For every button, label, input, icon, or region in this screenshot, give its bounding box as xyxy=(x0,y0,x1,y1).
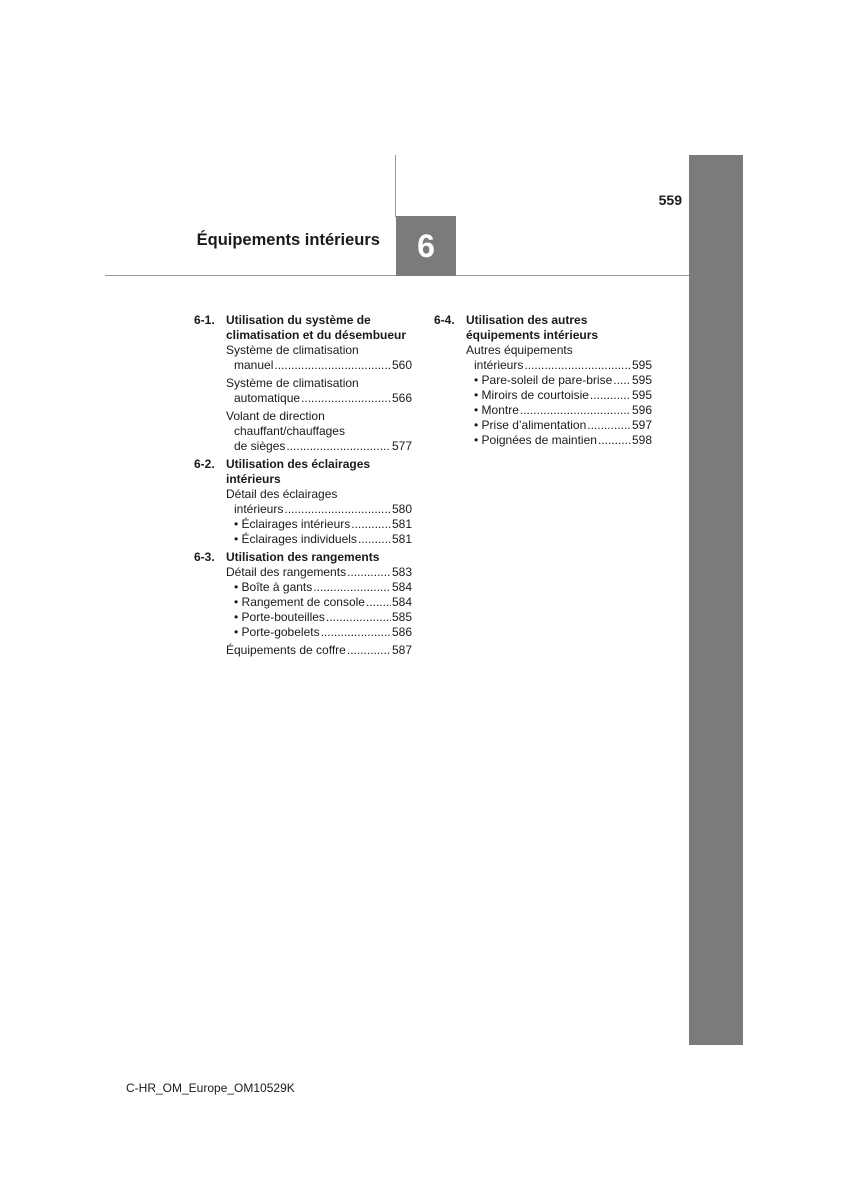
toc-entries xyxy=(434,343,652,448)
toc-leader-line xyxy=(226,565,412,580)
toc-page-reference: 598 xyxy=(631,433,652,447)
toc-leader-line xyxy=(466,403,652,418)
dot-leader xyxy=(313,580,391,595)
toc-entry-label: intérieurs xyxy=(234,502,284,516)
toc-section-number: 6-2. xyxy=(194,457,215,471)
toc-entry[interactable] xyxy=(226,376,412,406)
dot-leader xyxy=(358,532,391,547)
toc-subentry[interactable] xyxy=(466,433,652,448)
dot-leader xyxy=(347,643,391,658)
toc-entry-label: • Poignées de maintien xyxy=(474,433,597,447)
toc-leader-line xyxy=(226,502,412,517)
toc-leader-line xyxy=(226,625,412,640)
footer-document-code: C-HR_OM_Europe_OM10529K xyxy=(126,1081,295,1095)
toc-section xyxy=(194,550,412,658)
dot-leader xyxy=(590,388,631,403)
toc-section-number: 6-3. xyxy=(194,550,215,564)
toc-entry-label: • Boîte à gants xyxy=(234,580,313,594)
dot-leader xyxy=(587,418,631,433)
toc-subentry[interactable] xyxy=(226,517,412,532)
dot-leader xyxy=(326,610,391,625)
toc-entries xyxy=(194,565,412,658)
toc-entry-label: Détail des rangements xyxy=(226,565,347,579)
toc-entry-label: • Prise d’alimentation xyxy=(474,418,587,432)
toc-entry-label: manuel xyxy=(234,358,274,372)
toc-leader-line xyxy=(466,418,652,433)
toc-entry-label: de sièges xyxy=(234,439,286,453)
toc-entry-label: • Porte-gobelets xyxy=(234,625,320,639)
toc-section-title: Utilisation des autres équipements intérieurs xyxy=(466,313,599,342)
toc-leader-line xyxy=(226,643,412,658)
toc-leader-line xyxy=(466,388,652,403)
toc-page-reference: 595 xyxy=(631,373,652,387)
dot-leader xyxy=(366,595,391,610)
dot-leader xyxy=(613,373,631,388)
toc-leader-line xyxy=(226,439,412,454)
toc-page-reference: 585 xyxy=(391,610,412,624)
page-number: 559 xyxy=(658,192,682,208)
toc-section-heading xyxy=(194,457,412,487)
dot-leader xyxy=(351,517,391,532)
toc-page-reference: 596 xyxy=(631,403,652,417)
toc-entries xyxy=(194,343,412,454)
toc-entry-label: • Montre xyxy=(474,403,519,417)
toc-entry[interactable] xyxy=(226,409,412,454)
toc-page-reference: 584 xyxy=(391,595,412,609)
toc-entry[interactable] xyxy=(226,565,412,580)
toc-entries xyxy=(194,487,412,547)
toc-subentry[interactable] xyxy=(226,532,412,547)
toc-entry[interactable] xyxy=(466,343,652,373)
toc-entry[interactable] xyxy=(226,343,412,373)
toc-section-heading xyxy=(194,550,412,565)
toc-leader-line xyxy=(466,373,652,388)
toc-entry-label: • Éclairages intérieurs xyxy=(234,517,351,531)
header-vertical-rule xyxy=(395,155,396,217)
toc-leader-line xyxy=(466,433,652,448)
toc-entry-label: intérieurs xyxy=(474,358,524,372)
dot-leader xyxy=(274,358,391,373)
toc-section-number: 6-4. xyxy=(434,313,455,327)
toc-section-heading xyxy=(194,313,412,343)
toc-entry-text: Volant de direction xyxy=(226,409,325,423)
toc-page-reference: 595 xyxy=(631,358,652,372)
toc-section-heading xyxy=(434,313,652,343)
toc-entry-text: Détail des éclairages xyxy=(226,487,338,501)
toc-page-reference: 577 xyxy=(391,439,412,453)
toc-column-left xyxy=(194,313,412,658)
toc-section xyxy=(194,313,412,454)
toc-page-reference: 597 xyxy=(631,418,652,432)
dot-leader xyxy=(284,502,391,517)
toc-entry-label: automatique xyxy=(234,391,301,405)
toc-entry[interactable] xyxy=(226,487,412,517)
toc-leader-line xyxy=(226,517,412,532)
toc-leader-line xyxy=(226,580,412,595)
dot-leader xyxy=(347,565,391,580)
toc-page-reference: 584 xyxy=(391,580,412,594)
toc-leader-line xyxy=(226,610,412,625)
toc-leader-line xyxy=(226,532,412,547)
toc-leader-line xyxy=(466,358,652,373)
toc-entry-text: Autres équipements xyxy=(466,343,573,357)
toc-entry-text: chauffant/chauffages xyxy=(234,424,345,438)
toc-page-reference: 586 xyxy=(391,625,412,639)
dot-leader xyxy=(598,433,631,448)
chapter-title: Équipements intérieurs xyxy=(196,231,380,249)
toc-subentry[interactable] xyxy=(226,610,412,625)
dot-leader xyxy=(301,391,391,406)
toc-section-number: 6-1. xyxy=(194,313,215,327)
toc-subentry[interactable] xyxy=(226,625,412,640)
dot-leader xyxy=(524,358,631,373)
toc-page-reference: 580 xyxy=(391,502,412,516)
toc-entry[interactable] xyxy=(226,643,412,658)
toc-leader-line xyxy=(226,391,412,406)
toc-entry-text: Système de climatisation xyxy=(226,343,359,357)
toc-leader-line xyxy=(226,595,412,610)
toc-column-right xyxy=(434,313,652,448)
toc-subentry[interactable] xyxy=(466,418,652,433)
toc-section xyxy=(434,313,652,448)
toc-entry-label: • Porte-bouteilles xyxy=(234,610,325,624)
dot-leader xyxy=(520,403,631,418)
dot-leader xyxy=(286,439,391,454)
toc-page-reference: 560 xyxy=(391,358,412,372)
dot-leader xyxy=(321,625,391,640)
toc-subentry[interactable] xyxy=(226,580,412,595)
toc-entry-label: • Éclairages individuels xyxy=(234,532,357,546)
toc-page-reference: 581 xyxy=(391,517,412,531)
toc-subentry[interactable] xyxy=(466,403,652,418)
toc-entry-label: Équipements de coffre xyxy=(226,643,346,657)
toc-subentry[interactable] xyxy=(466,373,652,388)
toc-entry-label: • Miroirs de courtoisie xyxy=(474,388,589,402)
chapter-number-box: 6 xyxy=(396,216,456,276)
toc-page-reference: 581 xyxy=(391,532,412,546)
toc-leader-line xyxy=(226,358,412,373)
toc-subentry[interactable] xyxy=(226,595,412,610)
toc-section-title: Utilisation des rangements xyxy=(226,550,380,564)
toc-subentry[interactable] xyxy=(466,388,652,403)
toc-page-reference: 587 xyxy=(391,643,412,657)
toc-section-title: Utilisation des éclairages intérieurs xyxy=(226,457,371,486)
toc-page-reference: 566 xyxy=(391,391,412,405)
toc-page-reference: 583 xyxy=(391,565,412,579)
toc-entry-label: • Rangement de console xyxy=(234,595,365,609)
toc-entry-text: Système de climatisation xyxy=(226,376,359,390)
toc-entry-label: • Pare-soleil de pare-brise xyxy=(474,373,613,387)
toc-section xyxy=(194,457,412,547)
toc-section-title: Utilisation du système de climatisation et du désembueur xyxy=(226,313,407,342)
chapter-thumb-tab xyxy=(689,155,743,1045)
toc-page-reference: 595 xyxy=(631,388,652,402)
